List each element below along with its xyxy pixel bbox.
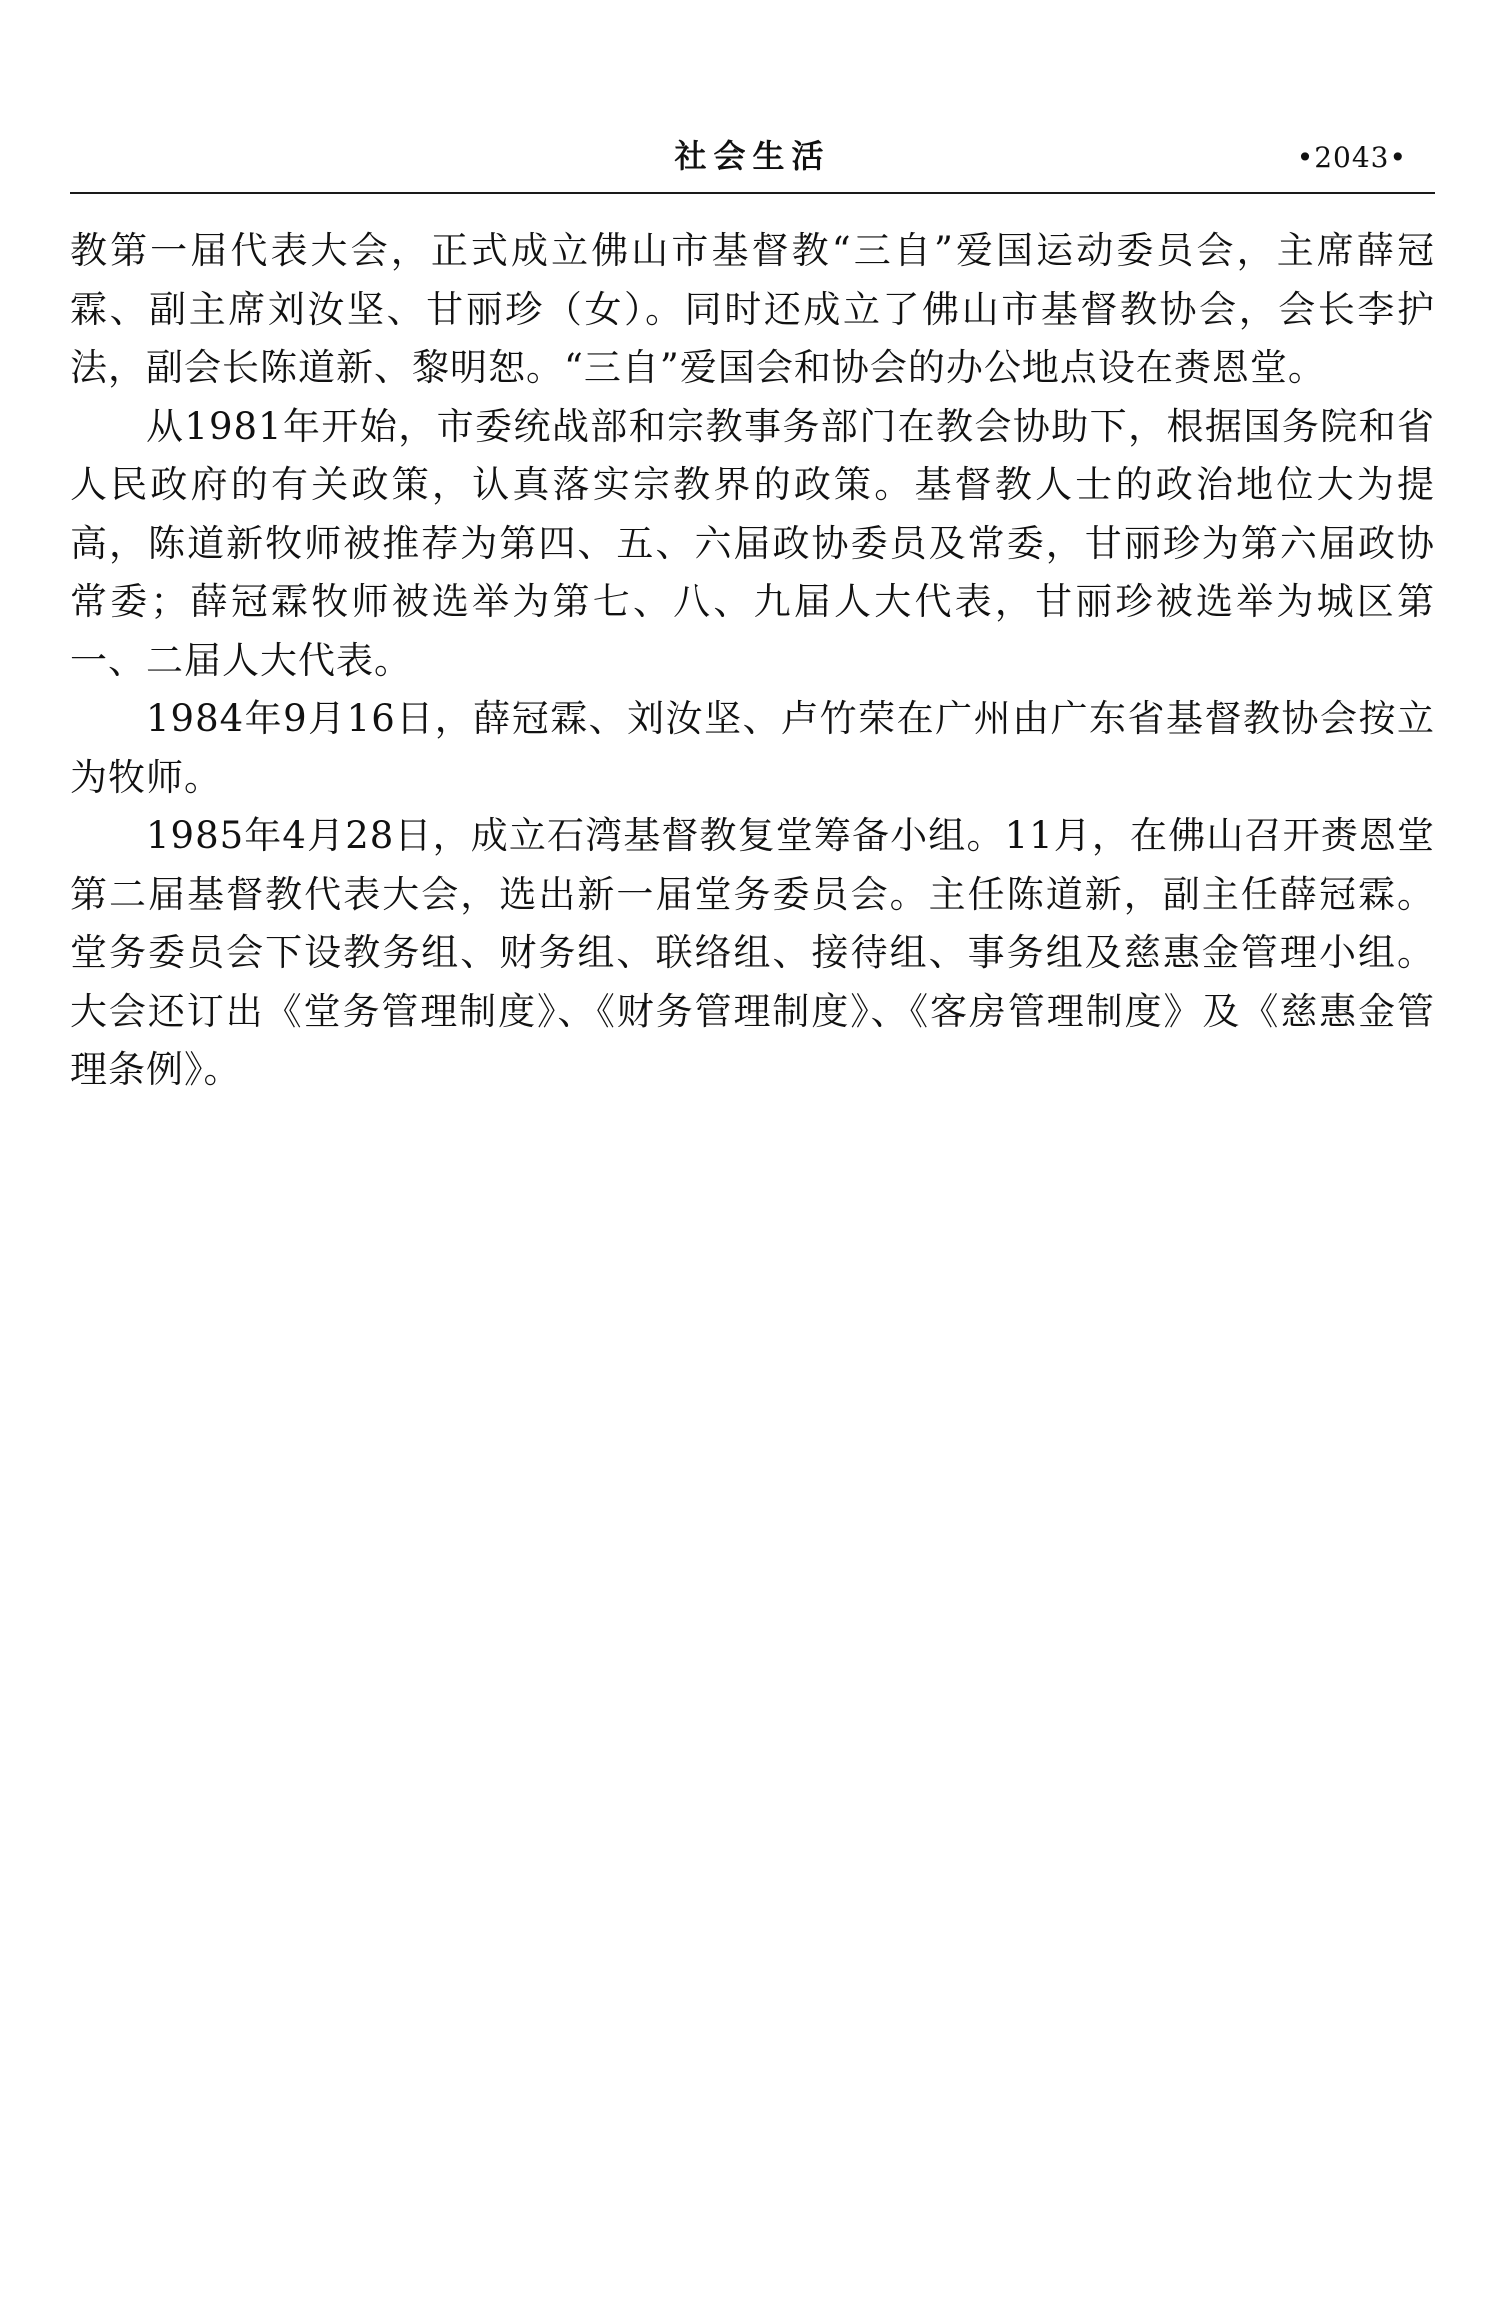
body-text <box>70 222 1435 1100</box>
header-rule <box>70 192 1435 194</box>
page-number: •2043• <box>1296 141 1407 174</box>
running-header <box>70 128 1435 188</box>
paragraph-2: 从1981年开始，市委统战部和宗教事务部门在教会协助下，根据国务院和省人民政府的有关政策，认真落实宗教界的政策。基督教人士的政治地位大为提高，陈道新牧师被推荐为第四、五、六届政协委员及常委，甘丽珍为第六届政协常委；薛冠霖牧师被选举为第七、八、九届人大代表，甘丽珍被选举为城区第一、二届人大代表。 <box>70 404 1435 682</box>
paragraph-4: 1985年4月28日，成立石湾基督教复堂筹备小组。11月，在佛山召开赉恩堂第二届基督教代表大会，选出新一届堂务委员会。主任陈道新，副主任薛冠霖。堂务委员会下设教务组、财务组、联络组、接待组、事务组及慈惠金管理小组。大会还订出《堂务管理制度》、《财务管理制度》、《客房管理制度》及《慈惠金管理条例》。 <box>70 814 1435 1091</box>
section-title: 社会生活 <box>674 137 831 175</box>
paragraph-1: 教第一届代表大会，正式成立佛山市基督教“三自”爱国运动委员会，主席薛冠霖、副主席刘汝坚、甘丽珍（女）。同时还成立了佛山市基督教协会，会长李护法，副会长陈道新、黎明恕。“三自”爱国会和协会的办公地点设在赉恩堂。 <box>70 229 1435 389</box>
paragraph-3: 1984年9月16日，薛冠霖、刘汝坚、卢竹荣在广州由广东省基督教协会按立为牧师。 <box>70 697 1435 799</box>
